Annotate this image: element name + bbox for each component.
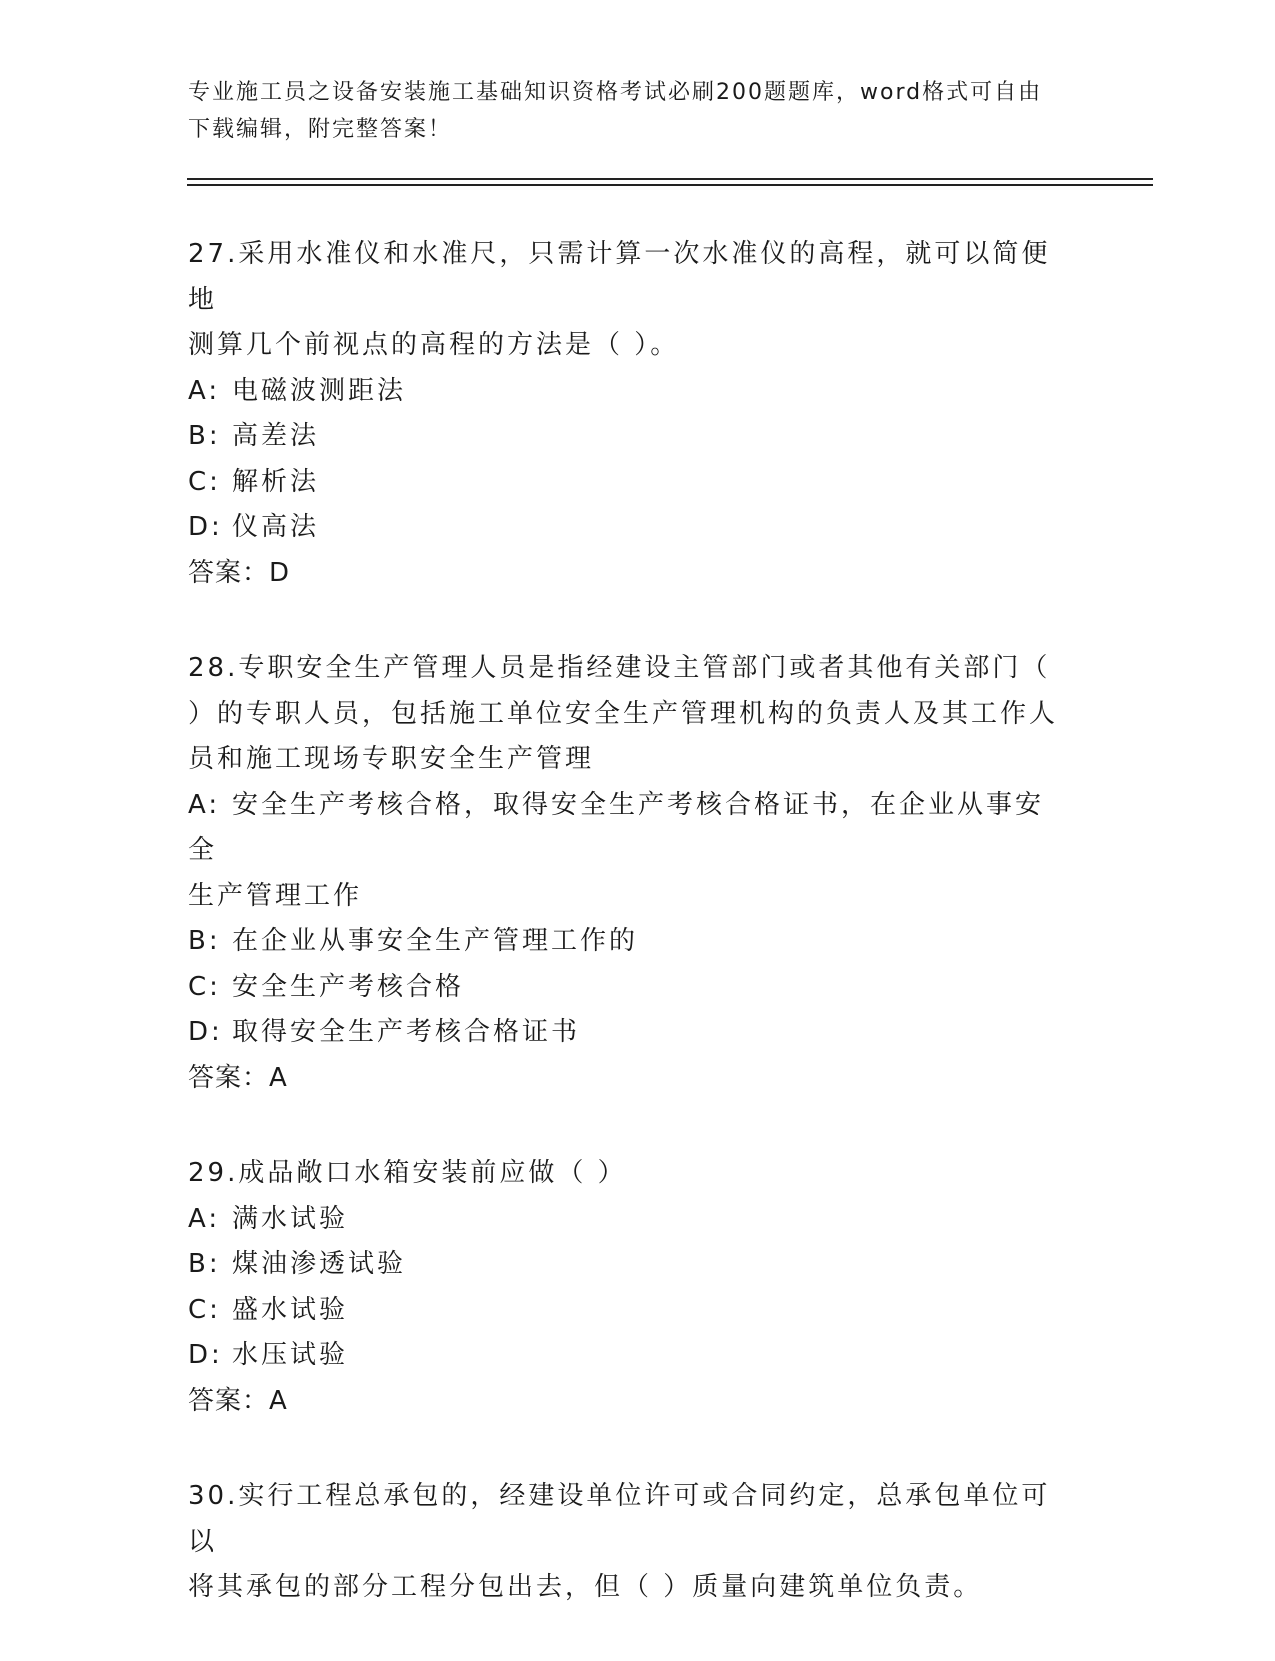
- header-divider-top: [187, 178, 1153, 180]
- option-line: [188, 965, 1068, 1011]
- header-divider-bottom: [187, 184, 1153, 186]
- question-1: [188, 646, 1068, 1101]
- option-text: 在企业从事安全生产管理工作的: [232, 926, 639, 956]
- option-letter: C:: [188, 971, 221, 1002]
- answer-label: 答案：A: [188, 1385, 288, 1416]
- option-text: 水压试验: [232, 1340, 349, 1370]
- option-text: 安全生产考核合格: [232, 971, 465, 1002]
- question-stem-line: 29.成品敞口水箱安装前应做（ ）: [188, 1158, 627, 1188]
- document-header: [188, 74, 1068, 148]
- option-line: [188, 1197, 1068, 1243]
- question-stem-line: 将其承包的部分工程分包出去，但（ ）质量向建筑单位负责。: [188, 1572, 983, 1602]
- option-letter: B:: [188, 1249, 221, 1279]
- option-line: [188, 414, 1068, 460]
- option-text: 满水试验: [232, 1203, 349, 1234]
- question-stem-line: 员和施工现场专职安全生产管理: [188, 744, 595, 774]
- answer-label: 答案：D: [188, 557, 291, 588]
- option-line: [188, 1333, 1068, 1379]
- answer-label: 答案：A: [188, 1062, 288, 1093]
- option-letter: D:: [188, 1340, 223, 1370]
- option-line: [188, 505, 1068, 551]
- option-letter: B:: [188, 926, 221, 956]
- option-line: [188, 1010, 1068, 1056]
- option-line: [188, 783, 1068, 874]
- option-text: 取得安全生产考核合格证书: [232, 1017, 581, 1047]
- option-letter: A:: [188, 1203, 221, 1234]
- option-line: [188, 874, 1068, 920]
- question-0: [188, 232, 1068, 596]
- question-stem-line: ）的专职人员，包括施工单位安全生产管理机构的负责人及其工作人: [188, 698, 1059, 729]
- option-text: 盛水试验: [232, 1294, 349, 1325]
- option-line: [188, 919, 1068, 965]
- option-text: 解析法: [232, 466, 320, 497]
- question-3: [188, 1474, 1068, 1611]
- question-stem-line: 27.采用水准仪和水准尺，只需计算一次水准仪的高程，就可以简便地: [188, 239, 1051, 315]
- question-list: [188, 232, 1068, 1661]
- option-text: 高差法: [232, 421, 320, 451]
- option-line: [188, 1242, 1068, 1288]
- option-letter: C:: [188, 1294, 221, 1325]
- option-letter: D:: [188, 1017, 223, 1047]
- header-title-line-2: 下载编辑，附完整答案！: [188, 117, 453, 142]
- option-line: [188, 369, 1068, 415]
- option-text: 电磁波测距法: [232, 375, 407, 406]
- option-letter: A:: [188, 375, 221, 406]
- question-stem-line: 28.专职安全生产管理人员是指经建设主管部门或者其他有关部门（: [188, 653, 1051, 683]
- option-text: 生产管理工作: [188, 880, 363, 911]
- option-letter: A:: [188, 789, 221, 820]
- question-stem-line: 测算几个前视点的高程的方法是（ ）。: [188, 330, 680, 360]
- option-letter: D:: [188, 512, 223, 542]
- option-text: 煤油渗透试验: [232, 1249, 407, 1279]
- option-text: 安全生产考核合格，取得安全生产考核合格证书，在企业从事安全: [188, 789, 1045, 865]
- header-title-line-1: 专业施工员之设备安装施工基础知识资格考试必刷200题题库，word格式可自由: [188, 80, 1043, 105]
- question-stem-line: 30.实行工程总承包的，经建设单位许可或合同约定，总承包单位可以: [188, 1481, 1051, 1557]
- question-2: [188, 1151, 1068, 1424]
- option-letter: C:: [188, 466, 221, 497]
- option-line: [188, 460, 1068, 506]
- option-line: [188, 1288, 1068, 1334]
- option-letter: B:: [188, 421, 221, 451]
- option-text: 仪高法: [232, 512, 320, 542]
